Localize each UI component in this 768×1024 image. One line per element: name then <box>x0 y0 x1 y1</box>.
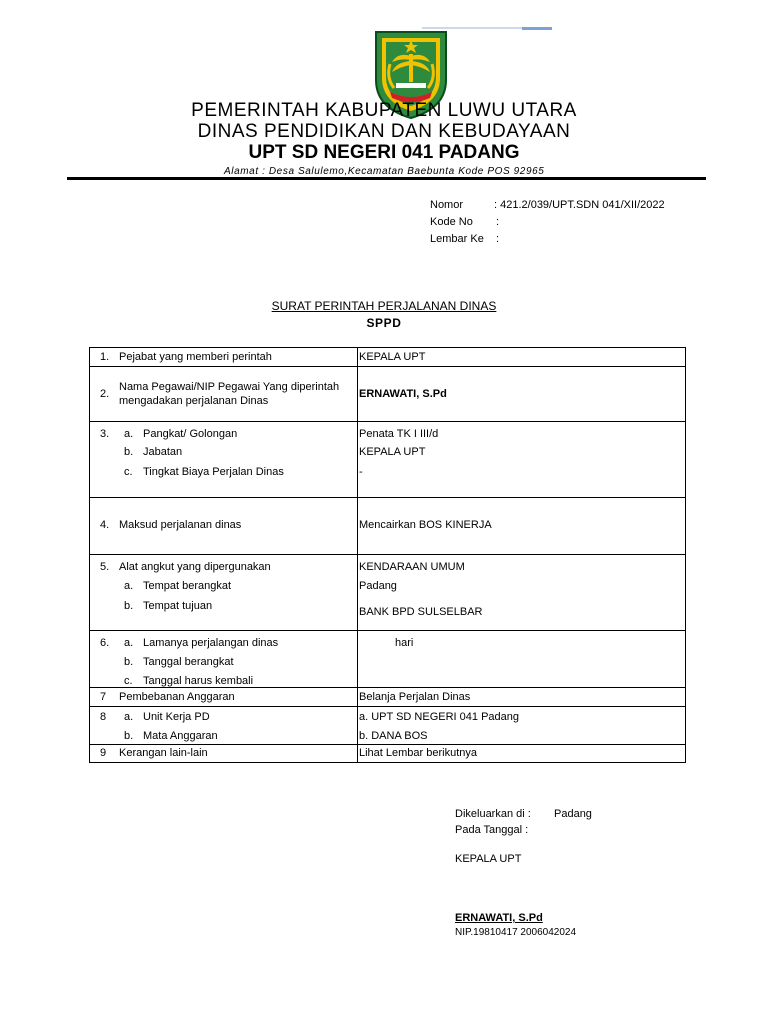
departure-place-value: Padang <box>359 580 397 592</box>
sub-label: Mata Anggaran <box>143 730 218 742</box>
nomor-label: Nomor <box>430 199 464 211</box>
work-unit-value: a. UPT SD NEGERI 041 Padang <box>359 711 519 723</box>
table-row <box>90 745 686 763</box>
sub-label: Pangkat/ Golongan <box>143 428 238 440</box>
signer-nip: NIP.19810417 2006042024 <box>455 927 577 938</box>
table-row <box>90 631 686 688</box>
sub-label: Lamanya perjalangan dinas <box>143 637 279 649</box>
sub-letter: a. <box>124 637 134 649</box>
transport-value: KENDARAAN UMUM <box>359 561 465 573</box>
table-row <box>90 498 686 555</box>
sub-letter: b. <box>124 600 134 612</box>
row-label: Nama Pegawai/NIP Pegawai Yang diperintah <box>119 381 340 393</box>
issued-at-value: Padang <box>554 808 592 820</box>
sub-label: Tempat tujuan <box>143 600 213 612</box>
row-label: Pembebanan Anggaran <box>119 691 235 703</box>
sub-label: Jabatan <box>143 446 183 458</box>
sub-label: Tingkat Biaya Perjalan Dinas <box>143 466 284 478</box>
sub-letter: c. <box>124 675 133 687</box>
table-row <box>90 422 686 498</box>
duration-value: hari <box>395 637 414 649</box>
document-title: SURAT PERINTAH PERJALANAN DINAS <box>271 299 497 313</box>
table-row <box>90 688 686 707</box>
header-school: UPT SD NEGERI 041 PADANG <box>248 142 520 163</box>
row-label-cont: mengadakan perjalanan Dinas <box>119 395 269 407</box>
row-number: 3. <box>100 428 110 440</box>
header-address: Alamat : Desa Salulemo,Kecamatan Baebunta Kode POS 92965 <box>224 166 545 177</box>
sub-letter: a. <box>124 580 134 592</box>
sub-letter: c. <box>124 466 133 478</box>
rank-value: Penata TK I III/d <box>359 428 439 440</box>
row-number: 2. <box>100 388 110 400</box>
destination-value: BANK BPD SULSELBAR <box>359 606 483 618</box>
sub-letter: a. <box>124 711 134 723</box>
row-number: 4. <box>100 519 110 531</box>
sub-label: Tanggal berangkat <box>143 656 234 668</box>
cost-level-value: - <box>359 466 363 478</box>
kode-value: : <box>496 216 500 228</box>
employee-name: ERNAWATI, S.Pd <box>359 388 447 400</box>
top-decor-line-accent <box>522 27 552 30</box>
row-number: 7 <box>100 691 107 703</box>
row-number: 9 <box>100 747 107 759</box>
sub-letter: b. <box>124 446 134 458</box>
signer-name: ERNAWATI, S.Pd <box>455 912 543 924</box>
date-label: Pada Tanggal : <box>455 824 529 836</box>
lembar-value: : <box>496 233 500 245</box>
sub-letter: a. <box>124 428 134 440</box>
kode-label: Kode No <box>430 216 473 228</box>
budget-account-value: b. DANA BOS <box>359 730 428 742</box>
remarks-value: Lihat Lembar berikutnya <box>359 747 478 759</box>
sub-label: Tempat berangkat <box>143 580 232 592</box>
lembar-label: Lembar Ke <box>430 233 484 245</box>
issued-at-label: Dikeluarkan di : <box>455 808 531 820</box>
sub-letter: b. <box>124 656 134 668</box>
table-row <box>90 555 686 631</box>
row-label: Kerangan lain-lain <box>119 747 208 759</box>
row-value: KEPALA UPT <box>359 351 426 363</box>
document-subtitle: SPPD <box>366 316 402 330</box>
row-label: Pejabat yang memberi perintah <box>119 351 272 363</box>
sppd-table <box>89 347 686 763</box>
nomor-value: : 421.2/039/UPT.SDN 041/XII/2022 <box>494 199 665 211</box>
purpose-value: Mencairkan BOS KINERJA <box>359 519 492 531</box>
sub-label: Unit Kerja PD <box>143 711 210 723</box>
budget-value: Belanja Perjalan Dinas <box>359 691 471 703</box>
position-value: KEPALA UPT <box>359 446 426 458</box>
row-label: Maksud perjalanan dinas <box>119 519 242 531</box>
table-row <box>90 367 686 422</box>
row-number: 8 <box>100 711 107 723</box>
sub-letter: b. <box>124 730 134 742</box>
table-row <box>90 348 686 367</box>
sub-label: Tanggal harus kembali <box>143 675 254 687</box>
row-number: 1. <box>100 351 110 363</box>
header-divider <box>67 177 706 180</box>
row-label: Alat angkut yang dipergunakan <box>119 561 271 573</box>
row-number: 5. <box>100 561 110 573</box>
header-department: DINAS PENDIDIKAN DAN KEBUDAYAAN <box>197 121 571 142</box>
header-government: PEMERINTAH KABUPATEN LUWU UTARA <box>191 100 577 121</box>
signer-position: KEPALA UPT <box>455 853 522 865</box>
table-row <box>90 707 686 745</box>
row-number: 6. <box>100 637 110 649</box>
